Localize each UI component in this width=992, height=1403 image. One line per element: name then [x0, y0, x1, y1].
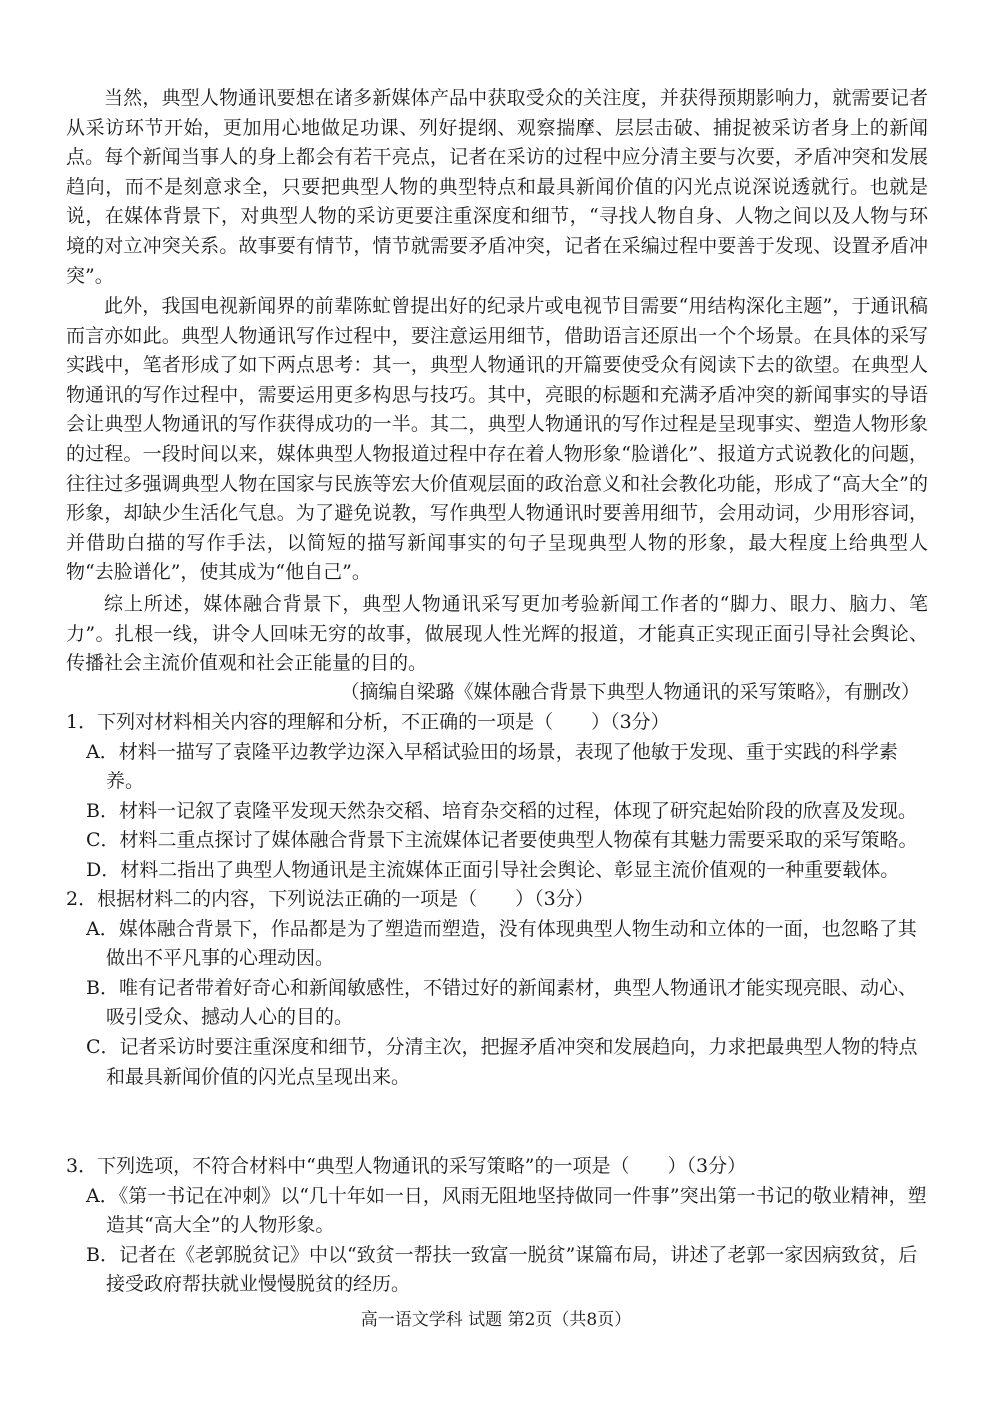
option-a [66, 738, 932, 797]
question-2 [66, 885, 932, 1092]
passage-source: （摘编自梁璐《媒体融合背景下典型人物通讯的采写策略》，有删改） [340, 681, 920, 703]
page-footer: 高一语文学科 试题 第2页（共8页） [360, 1310, 632, 1330]
option-b [66, 974, 932, 1033]
question-stem: 3．下列选项，不符合材料中“典型人物通讯的采写策略”的一项是（ ）（3分） [66, 1155, 747, 1177]
passage-paragraph-2: 此外，我国电视新闻界的前辈陈虻曾提出好的纪录片或电视节目需要“用结构深化主题”，于通讯稿而言亦如此。典型人物通讯写作过程中，要注意运用细节，借助语言还原出一个个场景。在具体的采写实践中，笔者形成了如下两点思考：其一，典型人物通讯的开篇要使受众有阅读下去的欲望。在典型人物通讯的写作过程中，需要运用更多构思与技巧。其中，亮眼的标题和充满矛盾冲突的新闻事实的导语会让典型人物通讯的写作获得成功的一半。其二，典型人物通讯的写作过程是呈现事实、塑造人物形象的过程。一段时间以来，媒体典型人物报道过程中存在着人物形象“脸谱化”、报道方式说教化的问题，往往过多强调典型人物在国家与民族等宏大价值观层面的政治意义和社会教化功能，形成了“高大全”的形象，却缺少生活化气息。为了避免说教，写作典型人物通讯时要善用细节，会用动词，少用形容词，并借助白描的写作手法，以简短的描写新闻事实的句子呈现典型人物的形象，最大程度上给典型人物“去脸谱化”，使其成为“他自己”。 [66, 295, 928, 584]
option-a [66, 1182, 932, 1241]
option-text: A．《第一书记在冲刺》以“几十年如一日，风雨无阻地坚持做同一件事”突出第一书记的敬业精神，塑造其“高大全”的人物形象。 [86, 1184, 927, 1237]
option-text: C．材料二重点探讨了媒体融合背景下主流媒体记者要使典型人物葆有其魅力需要采取的采写策略。 [86, 829, 918, 852]
option-text: D．材料二指出了典型人物通讯是主流媒体正面引导社会舆论、彰显主流价值观的一种重要载体。 [86, 858, 900, 881]
option-text: B．唯有记者带着好奇心和新闻敏感性，不错过好的新闻素材，典型人物通讯才能实现亮眼、动心、吸引受众、撼动人心的目的。 [86, 976, 917, 1029]
option-c [66, 826, 932, 856]
question-1 [66, 708, 932, 886]
option-text: B．材料一记叙了袁隆平发现天然杂交稻、培育杂交稻的过程，体现了研究起始阶段的欣喜及发现。 [86, 799, 917, 822]
passage-paragraph-3: 综上所述，媒体融合背景下，典型人物通讯采写更加考验新闻工作者的“脚力、眼力、脑力、笔力”。扎根一线，讲令人回味无穷的故事，做展现人性光辉的报道，才能真正实现正面引导社会舆论、传播社会主流价值观和社会正能量的目的。 [66, 593, 928, 675]
option-c [66, 1033, 932, 1092]
question-3 [66, 1152, 932, 1300]
option-text: C．记者采访时要注重深度和细节，分清主次，把握矛盾冲突和发展趋向，力求把最典型人物的特点和最具新闻价值的闪光点呈现出来。 [86, 1035, 918, 1088]
option-b [66, 1241, 932, 1300]
option-text: A．媒体融合背景下，作品都是为了塑造而塑造，没有体现典型人物生动和立体的一面，也忽略了其做出不平凡事的心理动因。 [86, 917, 917, 970]
option-text: A．材料一描写了袁隆平边教学边深入早稻试验田的场景，表现了他敏于发现、重于实践的科学素养。 [86, 740, 898, 793]
option-text: B．记者在《老郭脱贫记》中以“致贫一帮扶一致富一脱贫”谋篇布局，讲述了老郭一家因病致贫，后接受政府帮扶就业慢慢脱贫的经历。 [86, 1243, 918, 1296]
question-stem: 1．下列对材料相关内容的理解和分析，不正确的一项是（ ）（3分） [66, 711, 670, 733]
passage-paragraph-1: 当然，典型人物通讯要想在诸多新媒体产品中获取受众的关注度，并获得预期影响力，就需要记者从采访环节开始，更加用心地做足功课、列好提纲、观察揣摩、层层击破、捕捉被采访者身上的新闻点。每个新闻当事人的身上都会有若干亮点，记者在采访的过程中应分清主要与次要，矛盾冲突和发展趋向，而不是刻意求全，只要把典型人物的典型特点和最具新闻价值的闪光点说深说透就行。也就是说，在媒体背景下，对典型人物的采访更要注重深度和细节，“寻找人物自身、人物之间以及人物与环境的对立冲突关系。故事要有情节，情节就需要矛盾冲突，记者在采编过程中要善于发现、设置矛盾冲突”。 [66, 87, 928, 287]
option-b [66, 797, 932, 827]
option-d [66, 856, 932, 886]
question-stem: 2．根据材料二的内容，下列说法正确的一项是（ ）（3分） [66, 888, 594, 910]
option-a [66, 915, 932, 974]
